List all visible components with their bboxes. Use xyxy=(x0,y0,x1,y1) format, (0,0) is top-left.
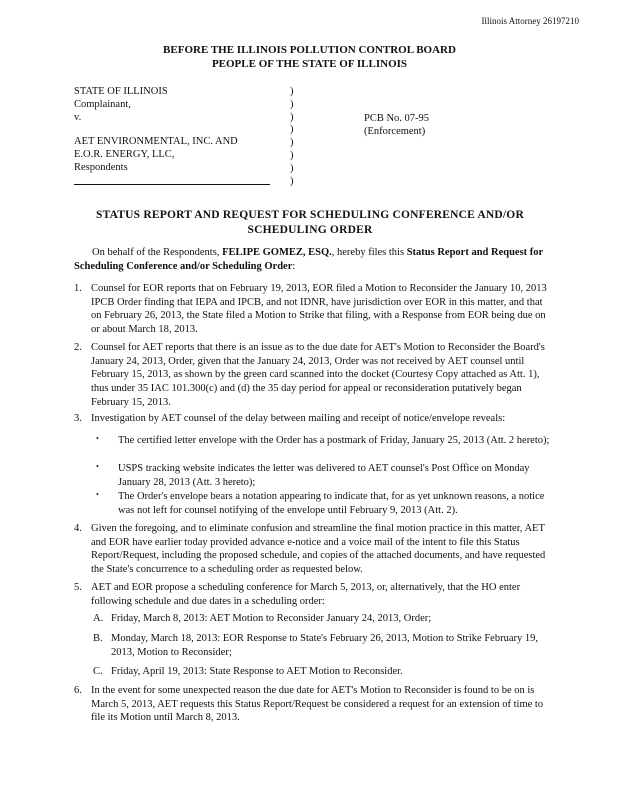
plaintiff-role: Complainant, xyxy=(74,98,131,110)
item-number: 6. xyxy=(74,685,82,696)
caption-rule xyxy=(74,184,270,185)
title-line-2: SCHEDULING ORDER xyxy=(247,223,373,236)
court-heading xyxy=(0,43,619,72)
schedule-item-a xyxy=(93,612,552,626)
schedule-letter: A. xyxy=(93,613,104,624)
paren: ) xyxy=(290,175,294,187)
numbered-item-3 xyxy=(74,412,552,426)
item-text: Counsel for AET reports that there is an issue as to the due date for AET's Motion to Reconsider the Board's January 24, 2013, Order, given that the January 24, 2013, Order was not received by AET counsel until February 15, 2013, as shown by the green card scanned into the docket (Courtesy Copy attached as Att. 1), thus under 35 IAC 101.300(c) and (d) the 35 day period for appeal or reconsideration putatively began February 15, 2013. xyxy=(91,342,545,408)
intro-paragraph xyxy=(74,246,552,274)
versus: v. xyxy=(74,111,82,123)
plaintiff-name: STATE OF ILLINOIS xyxy=(74,86,168,97)
attorney-name: FELIPE GOMEZ, ESQ. xyxy=(222,247,332,258)
document-title xyxy=(70,208,550,238)
numbered-item-6 xyxy=(74,684,552,725)
item-text: Given the foregoing, and to eliminate confusion and streamline the final motion practice in this matter, AET and EOR have earlier today provided advance e-notice and a voice mail of the intent to file this Status Report/Request, including the proposed schedule, and copies of the attached documents, and have requested the State's concurrence to a scheduling order as requested below. xyxy=(91,523,546,575)
schedule-item-c xyxy=(93,665,552,679)
numbered-item-2 xyxy=(74,341,552,409)
item-text: Investigation by AET counsel of the delay between mailing and receipt of notice/envelope reveals: xyxy=(91,413,506,424)
bullet-text: USPS tracking website indicates the letter was delivered to AET counsel's Post Office on Monday January 28, 2013 (Att. 3 hereto); xyxy=(118,463,530,488)
item-number: 5. xyxy=(74,582,82,593)
item-number: 3. xyxy=(74,413,82,424)
item-text: AET and EOR propose a scheduling conference for March 5, 2013, or, alternatively, that the HO enter following schedule and due dates in a scheduling order: xyxy=(91,582,521,607)
item-text: Counsel for EOR reports that on February 19, 2013, EOR filed a Motion to Reconsider the January 10, 2013 IPCB Order finding that IEPA and IPCB, and not IDNR, have jurisdiction over EOR in this matter, and that on February 26, 2013, the State filed a Motion to Strike that filing, with a Response from EOR being due on or about March 18, 2013. xyxy=(91,283,547,335)
paren: ) xyxy=(290,149,294,161)
paren: ) xyxy=(290,86,294,97)
bullet-item-1 xyxy=(96,434,552,448)
bullet-icon: • xyxy=(96,462,99,471)
numbered-item-5 xyxy=(74,581,552,608)
bullet-icon: • xyxy=(96,434,99,443)
item-number: 1. xyxy=(74,283,82,294)
attorney-number: Illinois Attorney 26197210 xyxy=(481,16,579,26)
schedule-letter: B. xyxy=(93,633,103,644)
numbered-item-4 xyxy=(74,522,552,577)
bullet-icon: • xyxy=(96,490,99,499)
bullet-item-2 xyxy=(96,462,552,489)
case-number-block xyxy=(364,112,429,138)
paren: ) xyxy=(290,98,294,110)
schedule-text: Friday, April 19, 2013: State Response to AET Motion to Reconsider. xyxy=(111,666,403,677)
intro-doc-title: Status Report and Request for Scheduling Conference and/or Scheduling Order xyxy=(74,247,544,272)
title-line-1: STATUS REPORT AND REQUEST FOR SCHEDULING CONFERENCE AND/OR xyxy=(96,209,524,221)
paren: ) xyxy=(290,111,294,123)
defendant-line-1: AET ENVIRONMENTAL, INC. AND xyxy=(74,136,238,148)
bullet-text: The Order's envelope bears a notation appearing to indicate that, for as yet unknown reasons, a notice was not left for counsel notifying of the envelope until February 9, 2013 (Att. 2). xyxy=(118,491,545,516)
intro-mid: , hereby files this xyxy=(331,247,407,258)
paren: ) xyxy=(290,137,294,149)
case-type: (Enforcement) xyxy=(364,126,426,138)
defendant-line-2: E.O.R. ENERGY, LLC, xyxy=(74,149,175,161)
bullet-item-3 xyxy=(96,490,552,517)
intro-pre: On behalf of the Respondents, xyxy=(92,247,223,258)
schedule-text: Monday, March 18, 2013: EOR Response to State's February 26, 2013, Motion to Strike February 19, 2013, Motion to Reconsider; xyxy=(111,633,538,658)
schedule-item-b xyxy=(93,632,552,659)
case-caption-parties xyxy=(74,86,294,175)
schedule-text: Friday, March 8, 2013: AET Motion to Reconsider January 24, 2013, Order; xyxy=(111,613,432,624)
intro-end: : xyxy=(292,260,296,272)
court-line-2: PEOPLE OF THE STATE OF ILLINOIS xyxy=(211,58,408,71)
bullet-text: The certified letter envelope with the Order has a postmark of Friday, January 25, 2013 (Att. 2 hereto); xyxy=(118,435,550,446)
schedule-letter: C. xyxy=(93,666,103,677)
item-text: In the event for some unexpected reason the due date for AET's Motion to Reconsider is found to be on is March 5, 2013, AET requests this Status Report/Request be considered a request for an extension of time to file its Motion until March 8, 2013. xyxy=(91,685,544,724)
item-number: 4. xyxy=(74,523,82,534)
item-number: 2. xyxy=(74,342,82,353)
defendant-role: Respondents xyxy=(74,161,128,173)
caption-parentheses xyxy=(290,86,294,188)
numbered-item-1 xyxy=(74,282,552,337)
paren: ) xyxy=(290,124,294,136)
case-number: PCB No. 07-95 xyxy=(364,113,430,124)
paren: ) xyxy=(290,162,294,174)
court-line-1: BEFORE THE ILLINOIS POLLUTION CONTROL BOARD xyxy=(163,44,456,56)
